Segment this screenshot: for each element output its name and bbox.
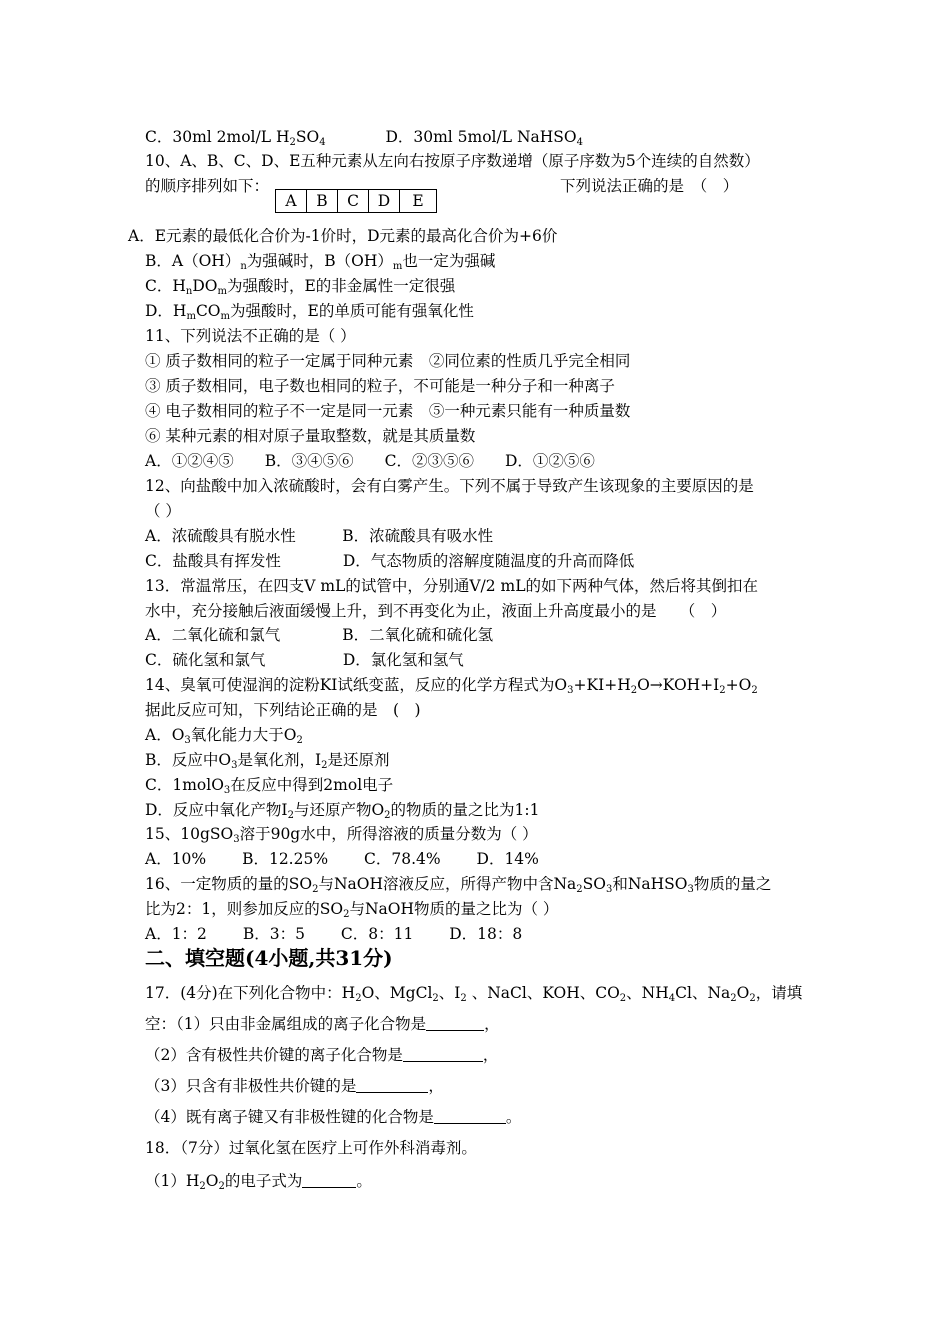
q12-options-cd: C．盐酸具有挥发性 D．气态物质的溶解度随温度的升高而降低	[145, 552, 635, 570]
text: 空：（1）只由非金属组成的离子化合物是	[145, 1015, 427, 1033]
subscript: m	[220, 311, 230, 322]
q10-option-d	[145, 300, 474, 322]
subscript: 4	[576, 137, 583, 148]
q11-stem: 11、下列说法不正确的是（ ）	[145, 327, 356, 345]
text: 、NH	[626, 984, 669, 1002]
text: 物质的量之	[693, 875, 772, 893]
text: 氧化能力大于O	[190, 726, 297, 744]
subscript: 3	[233, 834, 240, 845]
text: B．反应中O	[145, 751, 232, 769]
text: 与NaOH溶液反应，所得产物中含Na	[318, 875, 577, 893]
q17-part2	[145, 1044, 498, 1066]
text: 为强酸时，E的单质可能有强氧化性	[230, 302, 474, 320]
q14-option-a	[145, 724, 303, 746]
q10-element-table	[275, 189, 437, 213]
subscript: 2	[730, 993, 737, 1004]
q16-stem-line2	[145, 898, 558, 920]
q12-options-ab: A．浓硫酸具有脱水性 B．浓硫酸具有吸水性	[145, 527, 494, 545]
answer-blank[interactable]	[426, 1014, 484, 1031]
subscript: 2	[289, 137, 296, 148]
element-cell: E	[400, 190, 437, 213]
text: D．H	[145, 302, 187, 320]
text: （2）含有极性共价键的离子化合物是	[145, 1046, 403, 1064]
q14-option-d	[145, 799, 539, 821]
text: 和NaHSO	[612, 875, 688, 893]
q14-option-c	[145, 774, 393, 796]
subscript: 2	[619, 993, 627, 1004]
q10-stem-line1: 10、A、B、C、D、E五种元素从左向右按原子序数递增（原子序数为5个连续的自然数）	[145, 152, 760, 170]
answer-blank[interactable]	[403, 1045, 483, 1062]
subscript: 2	[432, 993, 439, 1004]
text: SO	[582, 875, 606, 893]
subscript: 2	[460, 993, 467, 1004]
q15-options: A．10% B．12.25% C．78.4% D．14%	[145, 850, 539, 868]
answer-blank[interactable]	[302, 1171, 356, 1188]
subscript: 3	[231, 760, 238, 771]
text: +KI+H	[573, 676, 631, 694]
q11-statement: ③ 质子数相同，电子数也相同的粒子，不可能是一种分子和一种离子	[145, 377, 615, 395]
q11-options: A．①②④⑤ B．③④⑤⑥ C．②③⑤⑥ D．①②⑤⑥	[145, 452, 595, 470]
text: 是氧化剂，I	[237, 751, 322, 769]
q14-option-b	[145, 749, 390, 771]
text: Cl、Na	[675, 984, 731, 1002]
subscript: 3	[687, 884, 694, 895]
text: DO	[192, 277, 218, 295]
text: 为强碱时，B（OH）	[246, 252, 393, 270]
subscript: 2	[751, 685, 758, 696]
subscript: 2	[630, 685, 638, 696]
element-cell: B	[307, 190, 338, 213]
q18-part1	[145, 1170, 372, 1192]
q13-stem-line1: 13．常温常压，在四支V mL的试管中，分别通V/2 mL的如下两种气体，然后将其倒扣在	[145, 577, 759, 595]
q9-option-c: C．30ml 2mol/L H	[145, 128, 290, 146]
q11-statement: ⑥ 某种元素的相对原子量取整数，就是其质量数	[145, 427, 476, 445]
subscript: 2	[576, 884, 583, 895]
subscript: 2	[355, 993, 362, 1004]
text: 为强酸时，E的非金属性一定很强	[226, 277, 456, 295]
text: B．A（OH）	[145, 252, 241, 270]
subscript: 2	[749, 993, 756, 1004]
answer-blank[interactable]	[356, 1076, 428, 1093]
section-heading: 二、填空题(4小题,共31分)	[145, 946, 393, 970]
text: O、MgCl	[361, 984, 433, 1002]
subscript: 2	[296, 735, 303, 746]
subscript: 4	[668, 993, 676, 1004]
text: 与还原产物O	[293, 801, 385, 819]
text: +O	[725, 676, 752, 694]
subscript: 2	[321, 760, 328, 771]
q12-stem-line2: （ ）	[145, 502, 181, 520]
subscript: 2	[719, 685, 726, 696]
text: A．O	[145, 726, 185, 744]
subscript: 3	[605, 884, 613, 895]
text: 比为2：1，则参加反应的SO	[145, 900, 344, 918]
text: ，	[482, 1046, 499, 1064]
subscript: 2	[343, 909, 350, 920]
text: 也一定为强碱	[402, 252, 496, 270]
q11-statement: ④ 电子数相同的粒子不一定是同一元素 ⑤一种元素只能有一种质量数	[145, 402, 631, 420]
q17-stem-line1	[145, 982, 802, 1004]
text: C．H	[145, 277, 186, 295]
text: ，	[484, 1015, 500, 1033]
q9-option-d: D．30ml 5mol/L NaHSO	[385, 128, 577, 146]
q16-stem-line1	[145, 873, 771, 895]
element-cell: D	[369, 190, 400, 213]
subscript: 2	[384, 810, 391, 821]
subscript: 2	[287, 810, 294, 821]
q10-option-b	[145, 250, 495, 272]
q13-options-ab: A．二氧化硫和氯气 B．二氧化硫和硫化氢	[145, 626, 494, 644]
q14-stem-line1	[145, 674, 758, 696]
subscript: n	[185, 286, 193, 297]
text: 。	[505, 1108, 522, 1126]
element-cell: C	[338, 190, 369, 213]
q13-stem-line2: 水中，充分接触后液面缓慢上升，到不再变化为止，液面上升高度最小的是 （ ）	[145, 602, 727, 620]
q10-option-c	[145, 275, 455, 297]
q11-statement: ① 质子数相同的粒子一定属于同种元素 ②同位素的性质几乎完全相同	[145, 352, 631, 370]
text: 。	[356, 1172, 372, 1190]
text: 17．(4分)在下列化合物中：H	[145, 984, 356, 1002]
subscript: m	[217, 286, 227, 297]
text: 的物质的量之比为1:1	[390, 801, 540, 819]
subscript: 3	[184, 735, 191, 746]
text: 与NaOH物质的量之比为（ ）	[349, 900, 559, 918]
subscript: 3	[223, 785, 231, 796]
text: 的电子式为	[224, 1172, 303, 1190]
text: O	[736, 984, 750, 1002]
text: 、NaCl、KOH、CO	[466, 984, 620, 1002]
subscript: 2	[312, 884, 319, 895]
q15-stem	[145, 823, 538, 845]
q14-stem-line2: 据此反应可知，下列结论正确的是 ( )	[145, 701, 421, 719]
text: 在反应中得到2mol电子	[230, 776, 394, 794]
text: 14、臭氧可使湿润的淀粉KI试纸变蓝，反应的化学方程式为O	[145, 676, 568, 694]
q16-options: A．1：2 B．3：5 C．8：11 D．18：8	[145, 925, 523, 943]
text: CO	[195, 302, 221, 320]
text: ，请填	[755, 984, 803, 1002]
text: ，	[428, 1077, 444, 1095]
element-cell: A	[276, 190, 307, 213]
q10-option-a: A．E元素的最低化合价为-1价时，D元素的最高化合价为+6价	[128, 227, 558, 245]
text: 、I	[438, 984, 461, 1002]
q17-part1	[145, 1013, 500, 1035]
text: （1）H	[145, 1172, 200, 1190]
text: 溶于90g水中，所得溶液的质量分数为（ ）	[239, 825, 538, 843]
text: 是还原剂	[327, 751, 390, 769]
text: 15、10gSO	[145, 825, 234, 843]
text: O→KOH+I	[637, 676, 720, 694]
q9-options: C．30ml 2mol/L $H_2SO_4$ D．30ml 5mol/L NaHSO$_4$	[145, 128, 583, 148]
text: （4）既有离子键又有非极性键的化合物是	[145, 1108, 434, 1126]
q10-stem-line2: 的顺序排列如下：	[145, 177, 270, 195]
q17-part3	[145, 1075, 444, 1097]
subscript: 4	[319, 137, 326, 148]
subscript: 2	[218, 1181, 225, 1192]
q12-stem-line1: 12、向盐酸中加入浓硫酸时，会有白雾产生。下列不属于导致产生该现象的主要原因的是	[145, 477, 754, 495]
subscript: n	[240, 261, 247, 272]
subscript: m	[392, 261, 403, 272]
text: O	[205, 1172, 219, 1190]
q10-stem-line3: 下列说法正确的是 （ ）	[560, 177, 739, 195]
subscript: m	[186, 311, 196, 322]
subscript: 3	[567, 685, 574, 696]
text: （3）只含有非极性共价键的是	[145, 1077, 357, 1095]
q17-part4	[145, 1106, 521, 1128]
answer-blank[interactable]	[434, 1107, 506, 1124]
subscript: 2	[199, 1181, 206, 1192]
text: D．反应中氧化产物I	[145, 801, 288, 819]
text: 16、一定物质的量的SO	[145, 875, 313, 893]
q13-options-cd: C．硫化氢和氯气 D．氯化氢和氢气	[145, 651, 464, 669]
q18-stem: 18．（7分）过氧化氢在医疗上可作外科消毒剂。	[145, 1139, 477, 1157]
text: C．1molO	[145, 776, 224, 794]
